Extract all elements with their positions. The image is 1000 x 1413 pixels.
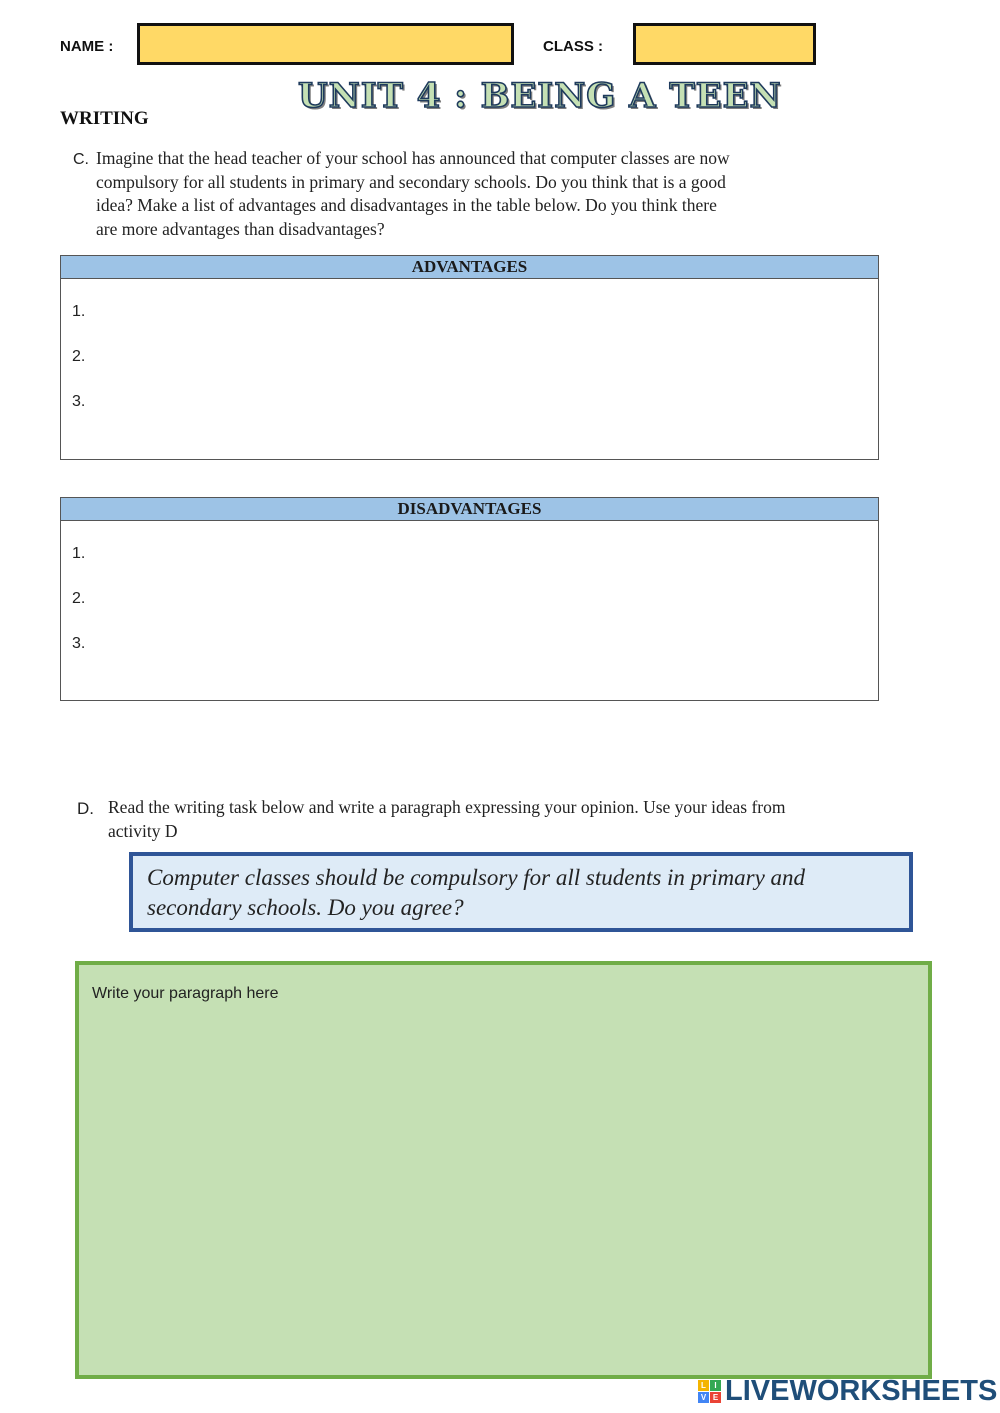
question-d-line: Read the writing task below and write a paragraph expressing your opinion. Use your ideas from — [108, 797, 786, 817]
logo-letter: E — [710, 1392, 721, 1403]
disadvantages-table — [60, 497, 879, 701]
advantages-item-3[interactable]: 3. — [72, 393, 86, 410]
question-c-text — [96, 147, 896, 241]
question-c-line: idea? Make a list of advantages and disadvantages in the table below. Do you think there — [96, 195, 717, 215]
logo-letter: I — [710, 1380, 721, 1391]
writing-prompt-box — [129, 852, 913, 932]
logo-letter: V — [698, 1392, 709, 1403]
question-c-line: compulsory for all students in primary and secondary schools. Do you think that is a good — [96, 171, 726, 192]
advantages-item-1[interactable]: 1. — [72, 303, 86, 320]
logo-wordmark: LIVEWORKSHEETS — [725, 1375, 998, 1407]
disadvantages-header: DISADVANTAGES — [61, 498, 878, 521]
name-label: NAME : — [60, 38, 114, 55]
writing-prompt-line: secondary schools. Do you agree? — [147, 895, 464, 920]
answer-placeholder: Write your paragraph here — [92, 985, 279, 1002]
question-d-line: activity D — [108, 820, 178, 841]
question-d-letter: D. — [77, 799, 94, 818]
disadvantages-item-2[interactable]: 2. — [72, 590, 86, 607]
logo-mark-icon — [698, 1380, 721, 1403]
paragraph-answer-area[interactable] — [75, 961, 932, 1379]
question-c-line: Imagine that the head teacher of your school has announced that computer classes are now — [96, 148, 730, 168]
advantages-table — [60, 255, 879, 460]
unit-title: UNIT 4 : BEING A TEEN — [298, 76, 782, 116]
question-c-letter: C. — [73, 151, 89, 168]
advantages-item-2[interactable]: 2. — [72, 348, 86, 365]
logo-letter: L — [698, 1380, 709, 1391]
class-label: CLASS : — [543, 38, 603, 55]
disadvantages-item-1[interactable]: 1. — [72, 545, 86, 562]
question-d-text — [108, 796, 968, 843]
advantages-header: ADVANTAGES — [61, 256, 878, 279]
name-input[interactable] — [137, 23, 514, 65]
writing-prompt-line: Computer classes should be compulsory for all students in primary and — [147, 865, 806, 890]
disadvantages-item-3[interactable]: 3. — [72, 635, 86, 652]
class-input[interactable] — [633, 23, 816, 65]
liveworksheets-logo — [698, 1375, 997, 1408]
section-heading: WRITING — [60, 108, 149, 129]
question-c-line: are more advantages than disadvantages? — [96, 218, 385, 239]
